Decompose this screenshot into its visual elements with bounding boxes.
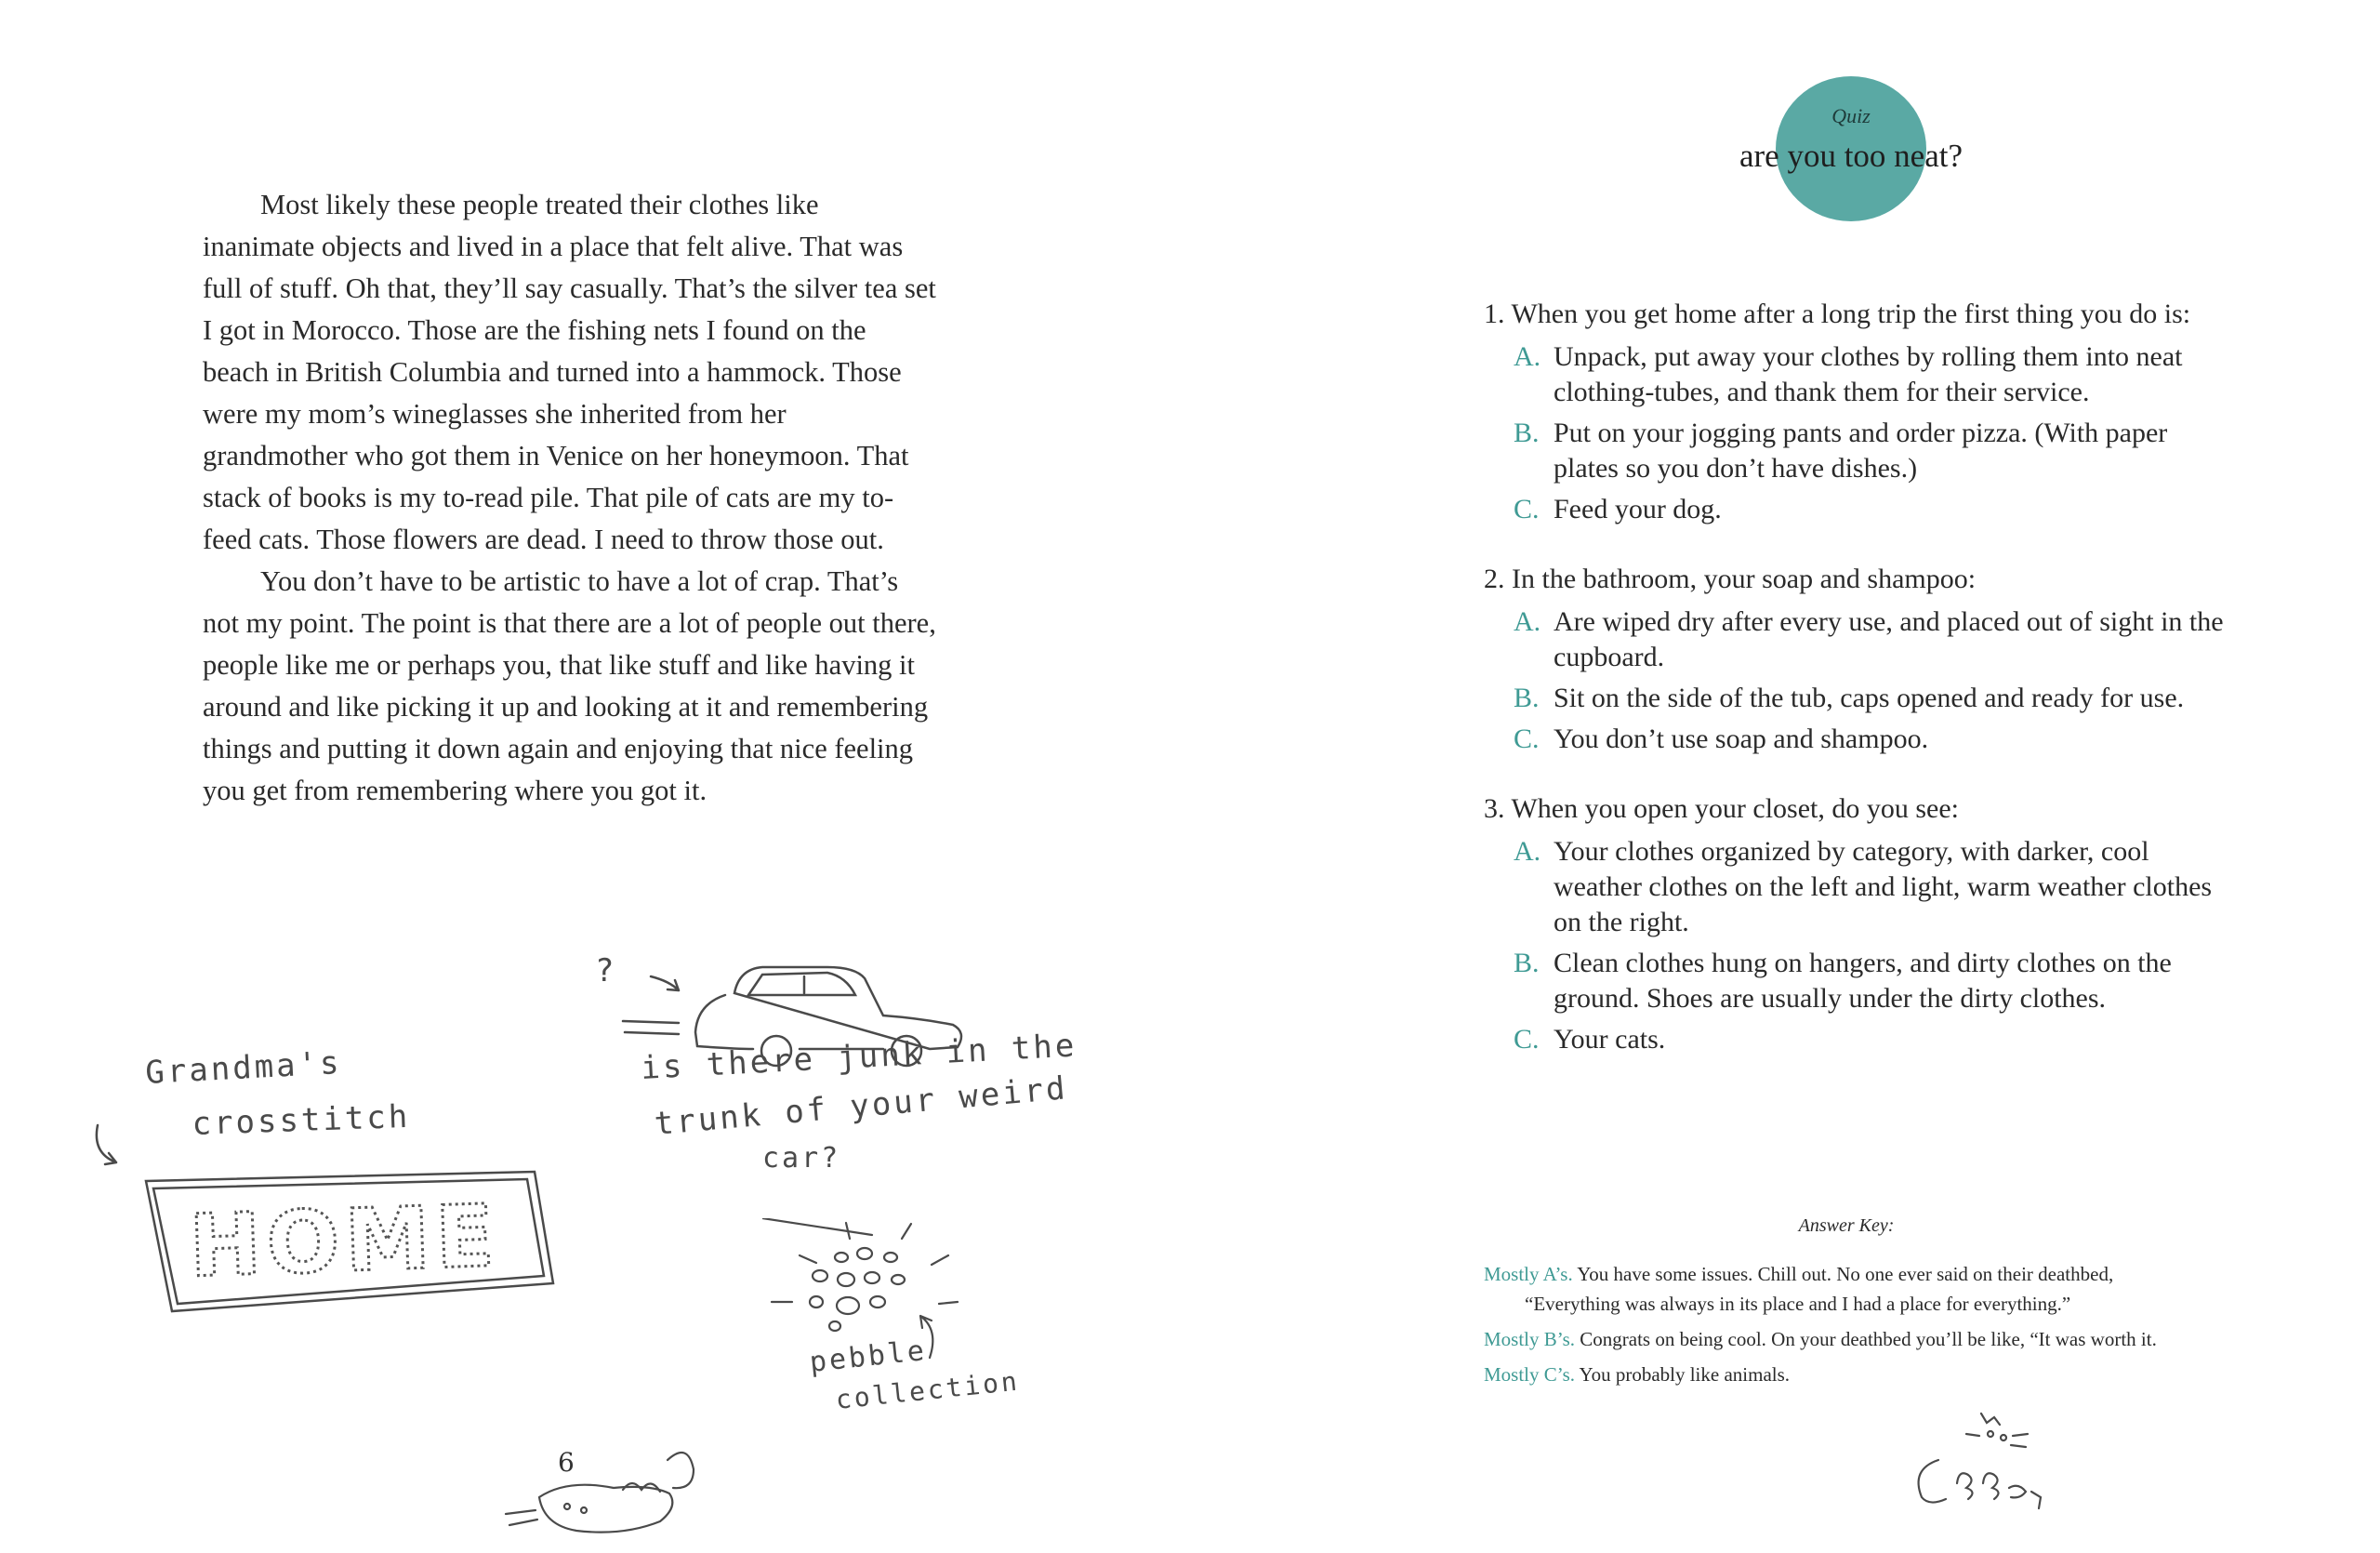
answer-key-b-label: Mostly B’s.: [1484, 1328, 1576, 1350]
car-question-mark: ?: [595, 952, 617, 989]
answer-key: [1484, 1211, 2246, 1395]
answer-key-title: Answer Key:: [1798, 1215, 1895, 1236]
answer-key-c: [1484, 1360, 2246, 1389]
answer-key-a: [1484, 1259, 2246, 1319]
option-letter: B.: [1514, 948, 1540, 978]
option-text: Unpack, put away your clothes by rolling them into neat clothing-tubes, and thank them for their service.: [1554, 341, 2183, 407]
answer-key-c-text: You probably like animals.: [1579, 1363, 1791, 1386]
question-3: [1484, 789, 2228, 1057]
pebble-caption-line2: collection: [834, 1365, 1022, 1415]
option-text: Sit on the side of the tub, caps opened and ready for use.: [1554, 683, 2185, 713]
option-letter: A.: [1514, 836, 1541, 867]
quiz-header: [1190, 0, 2380, 242]
answer-key-a-label: Mostly A’s.: [1484, 1263, 1573, 1285]
option: [1484, 681, 2228, 716]
home-sign-text: HOME: [188, 1186, 502, 1296]
option: [1484, 722, 2228, 757]
paragraph-1: Most likely these people treated their clothes like inanimate objects and lived in a place that felt alive. That was full of stuff. Oh that, they’ll say casually. That’s the silver tea set I got in Morocco. Those are the fishing nets I found on the beach in British Columbia and turned into a hammock. Those were my mom’s wineglasses she inherited from her grandmother who got them in Venice on her honeymoon. That stack of books is my to-read pile. That pile of cats are my to-feed cats. Those flowers are dead. I need to throw those out.: [203, 189, 936, 555]
quiz-label: Quiz: [1831, 104, 1871, 127]
option-letter: A.: [1514, 341, 1541, 372]
quiz-title: are you too neat?: [1739, 138, 1964, 174]
option-text: Your cats.: [1554, 1024, 1666, 1055]
page-number: 6: [558, 1447, 575, 1478]
question-2: [1484, 559, 2228, 757]
option: [1484, 339, 2228, 410]
option-text: Feed your dog.: [1554, 494, 1722, 524]
crossstitch-doodle: [88, 1032, 590, 1339]
car-caption-line1: is there junk in the: [640, 1027, 1078, 1087]
crossstitch-caption-line2: crosstitch: [191, 1097, 411, 1143]
question-text: 2. In the bathroom, your soap and shampoo:: [1484, 564, 1977, 594]
option-letter: C.: [1514, 494, 1540, 524]
option: [1484, 604, 2228, 675]
answer-key-b: [1484, 1324, 2246, 1354]
pebble-doodle: [762, 1218, 1041, 1432]
quiz-questions: [1484, 294, 2228, 1089]
answer-key-a-text-2: “Everything was always in its place and I had a place for everything.”: [1525, 1293, 2071, 1315]
option-letter: B.: [1514, 683, 1540, 713]
question-1: [1484, 294, 2228, 527]
option-letter: B.: [1514, 418, 1540, 448]
cat-doodle-left: [502, 1432, 725, 1553]
option: [1484, 1022, 2228, 1057]
option: [1484, 416, 2228, 486]
car-caption-line2: trunk of your weird: [653, 1069, 1070, 1143]
question-text: 3. When you open your closet, do you see:: [1484, 793, 1960, 824]
paragraph-2: You don’t have to be artistic to have a lot of crap. That’s not my point. The point is that there are a lot of people out there, people like me or perhaps you, that like stuff and like having it around and like picking it up and looking at it and remembering things and putting it down again and enjoying that nice feeling you get from remembering where you got it.: [203, 565, 936, 806]
option: [1484, 492, 2228, 527]
car-caption-line3: car?: [762, 1142, 841, 1175]
answer-key-c-label: Mostly C’s.: [1484, 1363, 1576, 1386]
cat-doodle-right: [1901, 1395, 2087, 1525]
option-text: Are wiped dry after every use, and placed out of sight in the cupboard.: [1554, 606, 2224, 672]
option-text: Your clothes organized by category, with darker, cool weather clothes on the left and light, warm weather clothes on the right.: [1554, 836, 2213, 937]
option-text: Clean clothes hung on hangers, and dirty clothes on the ground. Shoes are usually under the dirty clothes.: [1554, 948, 2172, 1014]
body-text: [203, 184, 937, 812]
option: [1484, 946, 2228, 1016]
car-doodle: [586, 939, 1106, 1190]
option-text: Put on your jogging pants and order pizza. (With paper plates so you don’t have dishes.): [1554, 418, 2168, 484]
option: [1484, 834, 2228, 940]
crossstitch-caption-line1: Grandma's: [144, 1043, 343, 1092]
option-letter: A.: [1514, 606, 1541, 637]
right-page: [1190, 0, 2380, 1553]
option-letter: C.: [1514, 1024, 1540, 1055]
answer-key-a-text: You have some issues. Chill out. No one ever said on their deathbed,: [1577, 1263, 2114, 1285]
answer-key-b-text: Congrats on being cool. On your deathbed you’ll be like, “It was worth it.: [1580, 1328, 2157, 1350]
option-letter: C.: [1514, 723, 1540, 754]
question-text: 1. When you get home after a long trip the first thing you do is:: [1484, 299, 2191, 329]
pebble-caption-line1: pebble: [808, 1334, 929, 1379]
option-text: You don’t use soap and shampoo.: [1554, 723, 1929, 754]
